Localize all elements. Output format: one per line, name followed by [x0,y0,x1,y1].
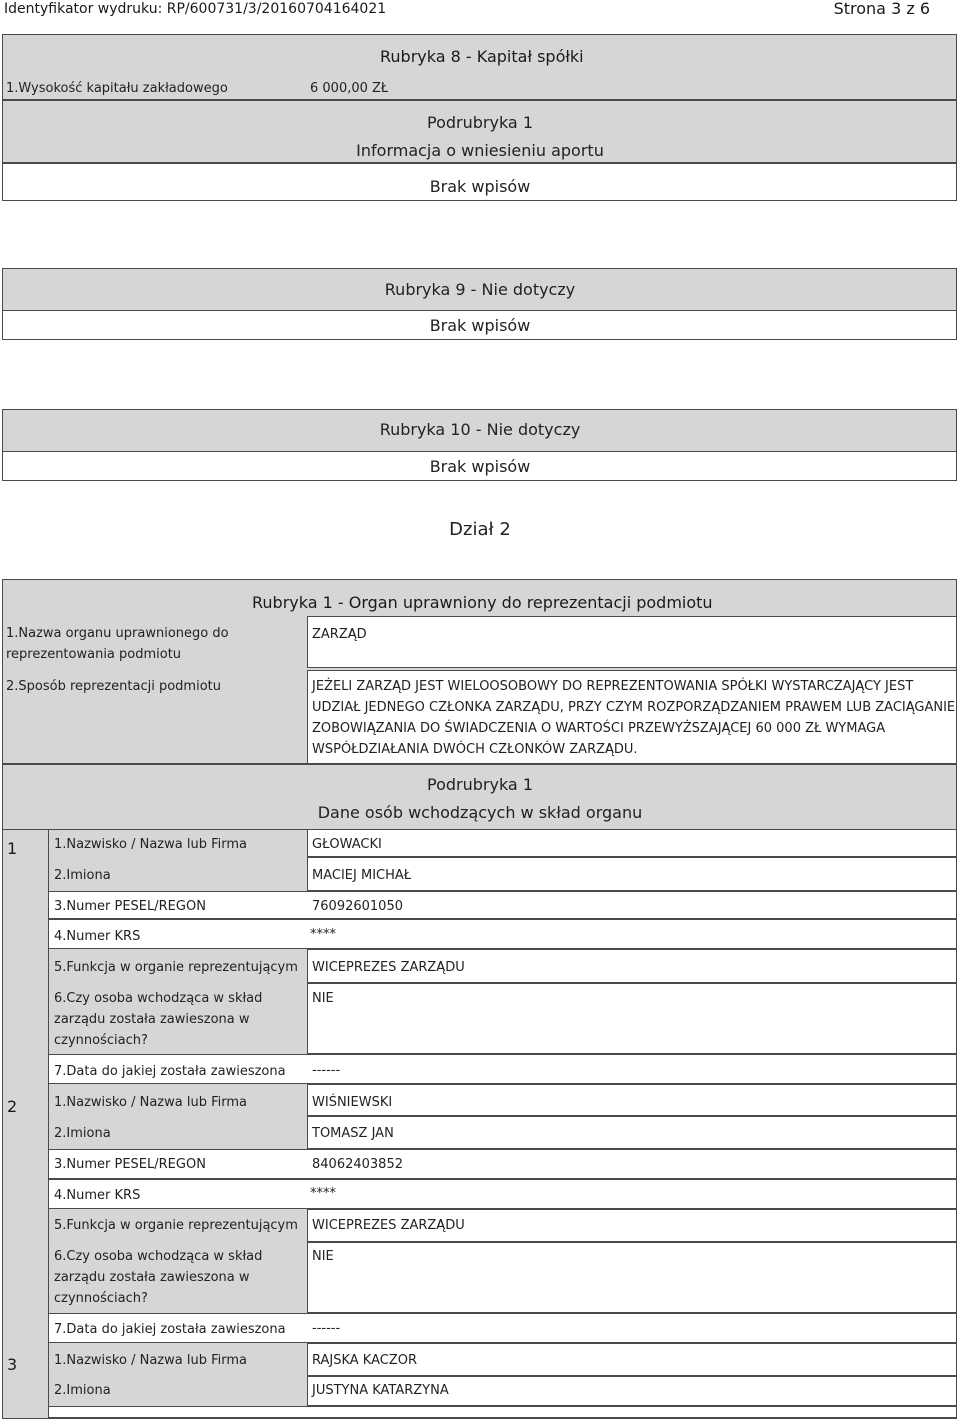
row-krs [48,1179,957,1209]
organ-value: ZARZĄD [312,627,367,642]
label-nazwisko: 1.Nazwisko / Nazwa lub Firma [54,837,247,852]
value-pesel: 84062403852 [312,1157,403,1172]
label-zawieszona-3: czynnościach? [54,1291,148,1306]
label-nazwisko: 1.Nazwisko / Nazwa lub Firma [54,1095,247,1110]
value-data: ------ [312,1321,341,1336]
cell-nazwisko [307,829,957,857]
label-krs: 4.Numer KRS [54,929,141,944]
label-zawieszona-1: 6.Czy osoba wchodząca w skład [54,991,263,1006]
label-data: 7.Data do jakiej została zawieszona [54,1064,286,1079]
sposob-line-1: JEŻELI ZARZĄD JEST WIELOOSOBOWY DO REPREZENTOWANIA SPÓŁKI WYSTARCZAJĄCY JEST [312,679,914,694]
row-krs [48,919,957,949]
capital-label: 1.Wysokość kapitału zakładowego [6,81,228,96]
value-zawieszona: NIE [312,1249,334,1264]
aport-empty: Brak wpisów [429,177,531,196]
value-pesel: 76092601050 [312,899,403,914]
value-funkcja: WICEPREZES ZARZĄDU [312,960,465,975]
rubryka10-empty: Brak wpisów [429,457,531,476]
page-number: Strona 3 z 6 [833,0,930,18]
organ-label-1: 1.Nazwa organu uprawnionego do [6,626,229,641]
value-zawieszona: NIE [312,991,334,1006]
value-nazwisko: WIŚNIEWSKI [312,1095,393,1110]
sposob-line-3: ZOBOWIĄZANIA DO ŚWIADCZENIA O WARTOŚCI PRZEWYŻSZAJĄCEJ 60 000 ZŁ WYMAGA [312,721,886,736]
value-nazwisko: GŁOWACKI [312,837,382,852]
label-imiona: 2.Imiona [54,1383,111,1398]
rubryka8-title: Rubryka 8 - Kapitał spółki [380,47,584,66]
organ-value-cell [307,616,957,668]
rubryka9-empty: Brak wpisów [429,316,531,335]
label-data: 7.Data do jakiej została zawieszona [54,1322,286,1337]
person-number: 3 [7,1355,18,1374]
row-pesel [48,1406,957,1418]
label-nazwisko: 1.Nazwisko / Nazwa lub Firma [54,1353,247,1368]
label-zawieszona-2: zarządu została zawieszona w [54,1012,250,1027]
label-krs: 4.Numer KRS [54,1188,141,1203]
value-imiona: MACIEJ MICHAŁ [312,868,412,883]
cell-zawieszona [307,1242,957,1313]
sposob-line-2: UDZIAŁ JEDNEGO CZŁONKA ZARZĄDU, PRZY CZYM ROZPORZĄDZANIEM PRAWEM LUB ZACIĄGANIE [312,700,956,715]
podrubryka-aport-title: Podrubryka 1 [427,113,533,132]
organ-label-2: reprezentowania podmiotu [6,647,182,662]
label-imiona: 2.Imiona [54,1126,111,1141]
sposob-line-4: WSPÓŁDZIAŁANIA DWÓCH CZŁONKÓW ZARZĄDU. [312,742,638,757]
podrubryka-osoby-title: Podrubryka 1 [427,775,533,794]
value-imiona: TOMASZ JAN [312,1126,394,1141]
person-index-column [2,829,49,1419]
rubryka10-title: Rubryka 10 - Nie dotyczy [379,420,581,439]
cell-imiona [307,1116,957,1149]
value-data: ------ [312,1063,341,1078]
rubryka9-title: Rubryka 9 - Nie dotyczy [384,280,576,299]
capital-value: 6 000,00 ZŁ [310,81,389,96]
label-pesel: 3.Numer PESEL/REGON [54,1157,206,1172]
cell-nazwisko [307,1084,957,1116]
label-imiona: 2.Imiona [54,868,111,883]
label-zawieszona-1: 6.Czy osoba wchodząca w skład [54,1249,263,1264]
value-imiona: JUSTYNA KATARZYNA [312,1383,449,1398]
dzial-title: Dział 2 [449,519,511,540]
person-number: 2 [7,1097,18,1116]
value-krs: **** [310,927,336,942]
label-pesel: 3.Numer PESEL/REGON [54,899,206,914]
label-zawieszona-3: czynnościach? [54,1033,148,1048]
cell-zawieszona [307,983,957,1054]
rubryka1-title: Rubryka 1 - Organ uprawniony do reprezentacji podmiotu [252,593,713,612]
print-identifier: Identyfikator wydruku: RP/600731/3/20160704164021 [4,1,387,17]
podrubryka-osoby-subtitle: Dane osób wchodzących w skład organu [317,803,643,822]
label-funkcja: 5.Funkcja w organie reprezentującym [54,960,298,975]
value-funkcja: WICEPREZES ZARZĄDU [312,1218,465,1233]
label-funkcja: 5.Funkcja w organie reprezentującym [54,1218,298,1233]
podrubryka-aport-subtitle: Informacja o wniesieniu aportu [356,141,604,160]
person-number: 1 [7,839,18,858]
value-nazwisko: RAJSKA KACZOR [312,1353,418,1368]
sposob-label: 2.Sposób reprezentacji podmiotu [6,679,221,694]
value-krs: **** [310,1186,336,1201]
label-zawieszona-2: zarządu została zawieszona w [54,1270,250,1285]
